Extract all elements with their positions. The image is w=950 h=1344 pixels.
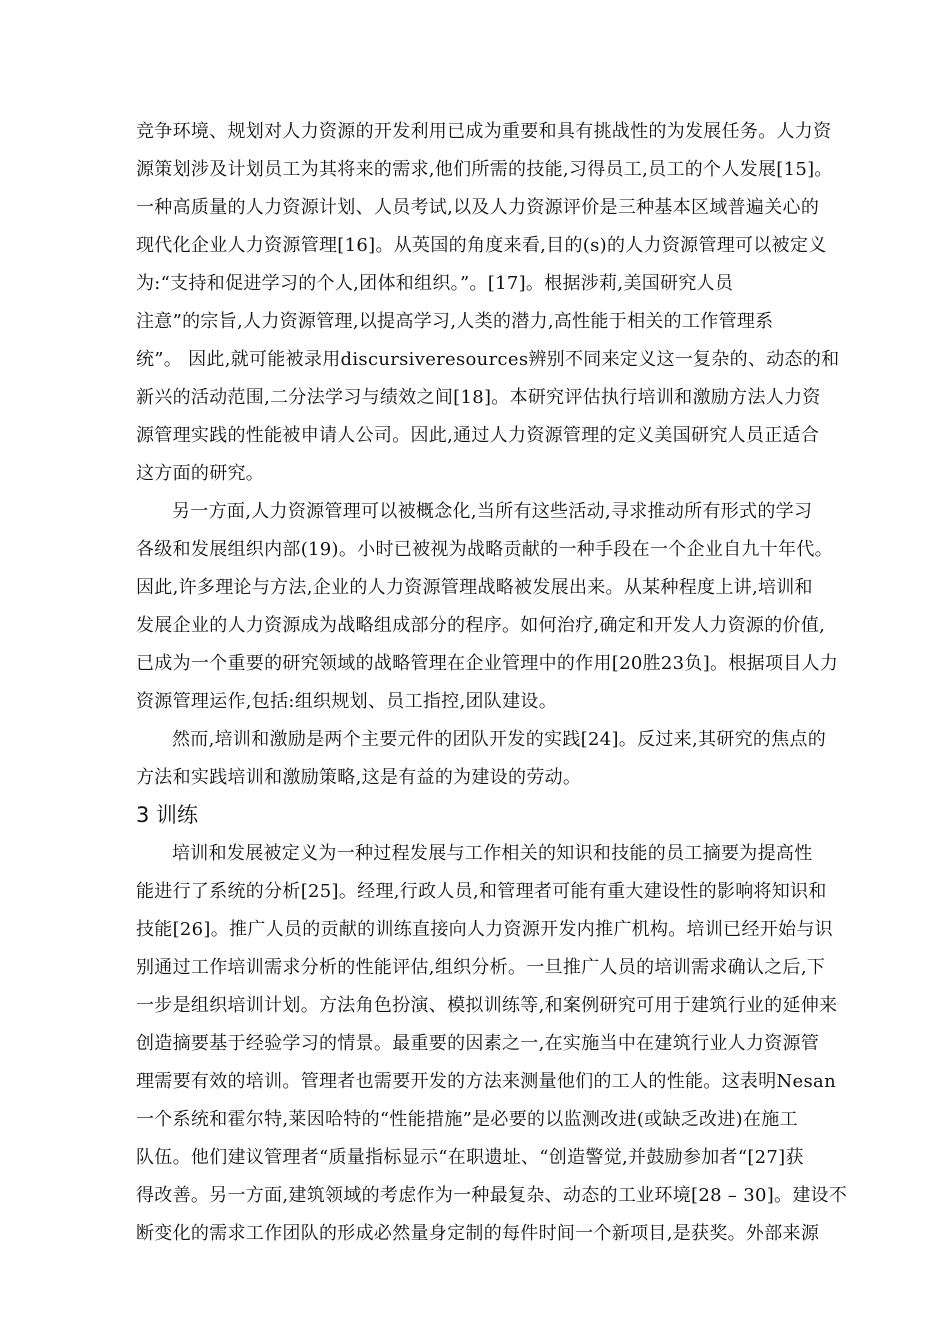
text-line: 竞争环境、规划对人力资源的开发利用已成为重要和具有挑战性的为发展任务。人力资 <box>136 121 832 142</box>
text-line: 发展企业的人力资源成为战略组成部分的程序。如何治疗,确定和开发人力资源的价值, <box>136 615 826 636</box>
text-line: 能进行了系统的分析[25]。经理,行政人员,和管理者可能有重大建设性的影响将知识和 <box>136 881 827 902</box>
text-line: 得改善。另一方面,建筑领域的考虑作为一种最复杂、动态的工业环境[28 – 30]。建设不 <box>136 1185 848 1206</box>
text-line: 理需要有效的培训。管理者也需要开发的方法来测量他们的工人的性能。这表明Nesan <box>136 1071 836 1092</box>
text-line: 统”。 因此,就可能被录用discursiveresources辨别不同来定义这一复杂的、动态的和 <box>136 349 840 370</box>
text-line: 源管理实践的性能被申请人公司。因此,通过人力资源管理的定义美国研究人员正适合 <box>136 425 820 446</box>
paragraph-first-line: 另一方面,人力资源管理可以被概念化,当所有这些活动,寻求推动所有形式的学习 <box>172 501 813 522</box>
text-line: 技能[26]。推广人员的贡献的训练直接向人力资源开发内推广机构。培训已经开始与识 <box>136 919 833 940</box>
text-line: 队伍。他们建议管理者“质量指标显示“在职遗址、“创造警觉,并鼓励参加者“[27]获 <box>136 1147 804 1168</box>
text-line: 方法和实践培训和激励策略,这是有益的为建设的劳动。 <box>136 767 582 788</box>
text-line: 别通过工作培训需求分析的性能评估,组织分析。一旦推广人员的培训需求确认之后,下 <box>136 957 826 978</box>
text-line: 已成为一个重要的研究领域的战略管理在企业管理中的作用[20胜23负]。根据项目人力 <box>136 653 839 674</box>
text-line: 源策划涉及计划员工为其将来的需求,他们所需的技能,习得员工,员工的个人发展[15]。 <box>136 159 833 180</box>
text-line: 断变化的需求工作团队的形成必然量身定制的每件时间一个新项目,是获奖。外部来源 <box>136 1223 820 1244</box>
text-line: 因此,许多理论与方法,企业的人力资源管理战略被发展出来。从某种程度上讲,培训和 <box>136 577 813 598</box>
text-line: 一种高质量的人力资源计划、人员考试,以及人力资源评价是三种基本区域普遍关心的 <box>136 197 820 218</box>
text-line: 一步是组织培训计划。方法角色扮演、模拟训练等,和案例研究可用于建筑行业的延伸来 <box>136 995 838 1016</box>
text-line: 资源管理运作,包括:组织规划、员工指控,团队建设。 <box>136 691 558 712</box>
text-line: 现代化企业人力资源管理[16]。从英国的角度来看,目的(s)的人力资源管理可以被定义 <box>136 235 827 256</box>
text-line: 注意”的宗旨,人力资源管理,以提高学习,人类的潜力,高性能于相关的工作管理系 <box>136 311 774 332</box>
text-line: 新兴的活动范围,二分法学习与绩效之间[18]。本研究评估执行培训和激励方法人力资 <box>136 387 821 408</box>
text-line: 一个系统和霍尔特,莱因哈特的“性能措施”是必要的以监测改进(或缺乏改进)在施工 <box>136 1109 798 1130</box>
paragraph-first-line: 培训和发展被定义为一种过程发展与工作相关的知识和技能的员工摘要为提高性 <box>172 843 813 864</box>
text-line: 创造摘要基于经验学习的情景。最重要的因素之一,在实施当中在建筑行业人力资源管 <box>136 1033 820 1054</box>
paragraph-first-line: 然而,培训和激励是两个主要元件的团队开发的实践[24]。反过来,其研究的焦点的 <box>172 729 827 750</box>
text-line: 这方面的研究。 <box>136 463 265 484</box>
text-line: 各级和发展组织内部(19)。小时已被视为战略贡献的一种手段在一个企业自九十年代。 <box>136 539 833 560</box>
section-heading: 3 训练 <box>136 803 199 827</box>
text-line: 为:“支持和促进学习的个人,团体和组织。”。[17]。根据涉莉,美国研究人员 <box>136 273 734 294</box>
